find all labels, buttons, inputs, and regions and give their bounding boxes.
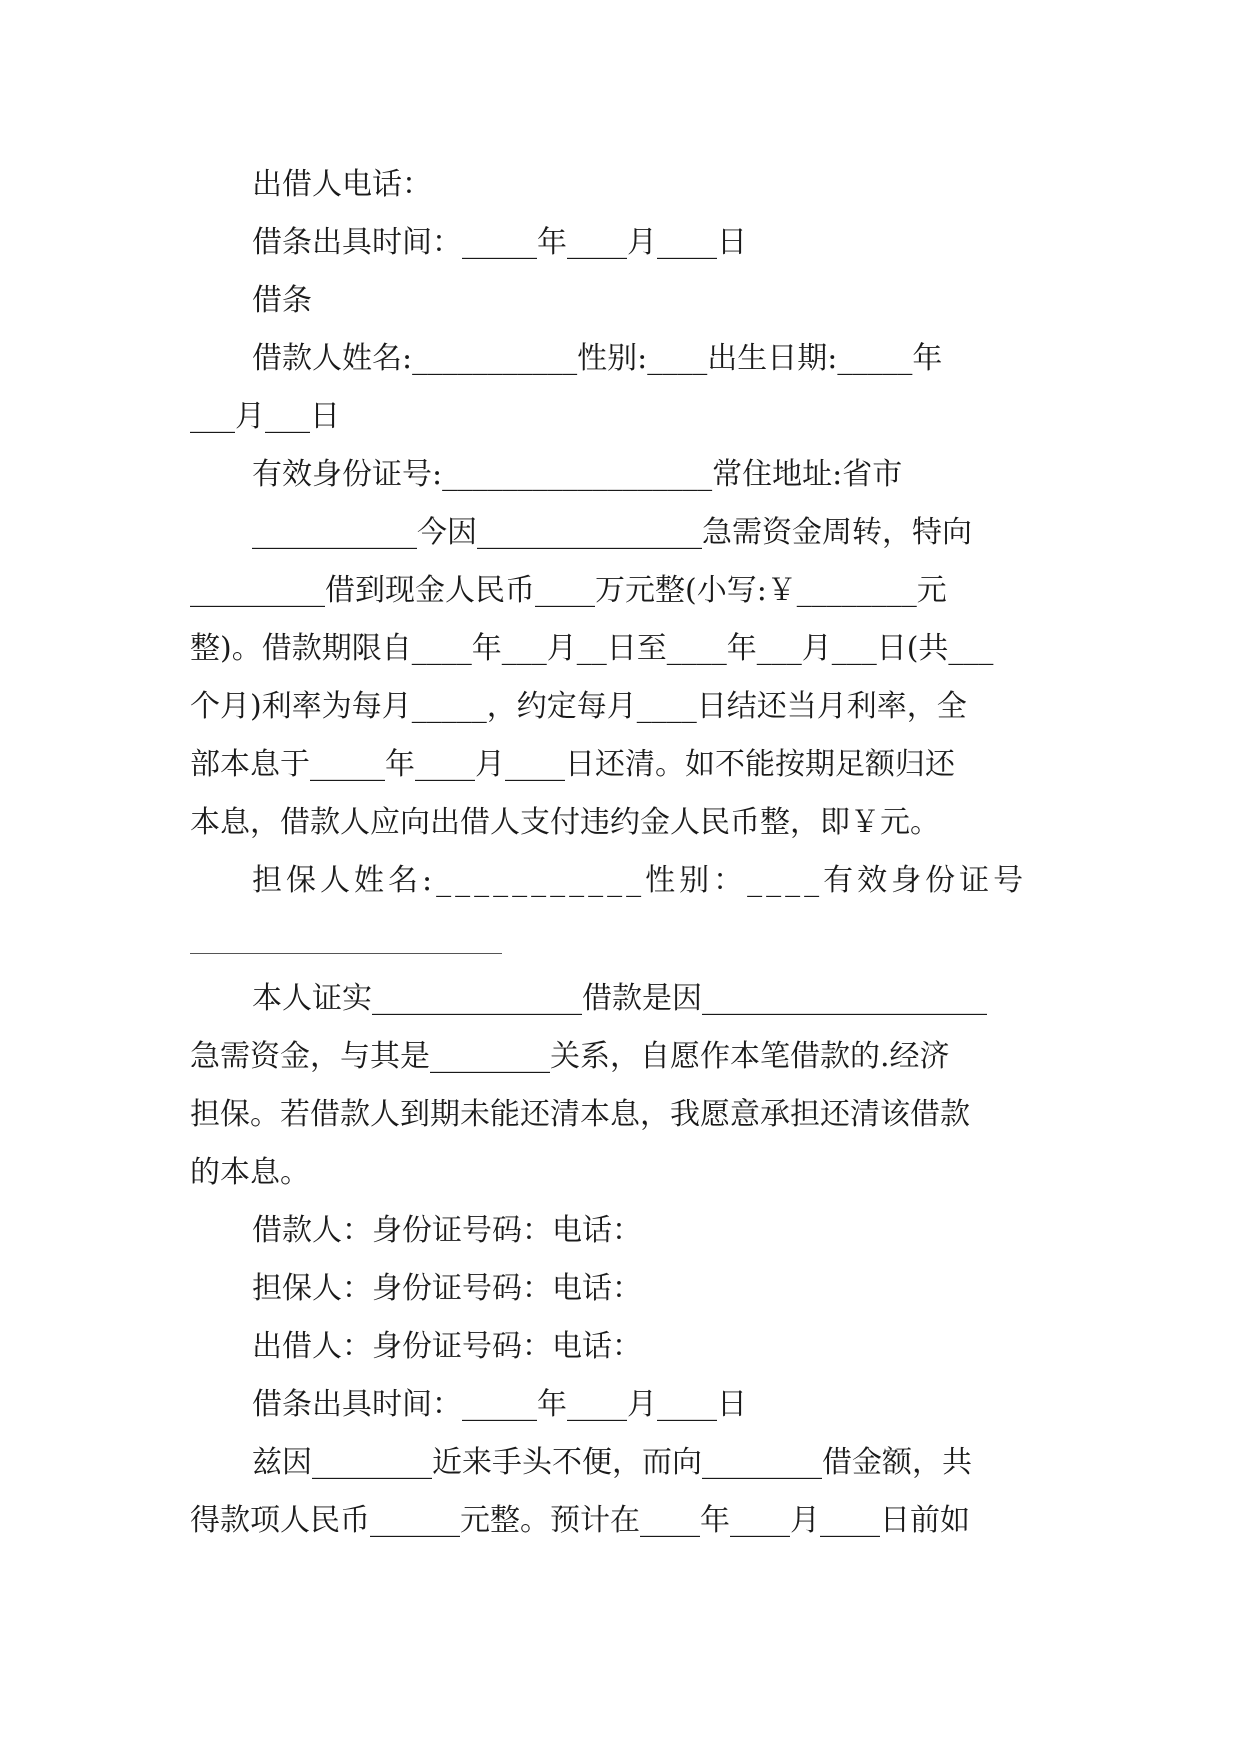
blank-underline [190, 953, 502, 954]
issue-date-line: 借条出具时间：_____年____月____日 [252, 225, 747, 260]
loan-text-line: 整)。借款期限自____年___月__日至____年___月___日(共___ [190, 631, 994, 666]
guarantor-signature-line: 担保人：身份证号码：电话： [252, 1271, 642, 1306]
section-title: 借条 [252, 283, 312, 318]
loan-text-line: 个月)利率为每月_____，约定每月____日结还当月利率，全 [190, 689, 967, 724]
lender-phone-line: 出借人电话： [252, 167, 432, 202]
loan-text-line: 部本息于_____年____月____日还清。如不能按期足额归还 [190, 747, 955, 782]
note-text-line: 兹因________近来手头不便，而向________借金额，共 [252, 1445, 972, 1480]
loan-text-line: ___________今因_______________急需资金周转，特向 [252, 515, 972, 550]
note-text-line: 得款项人民币______元整。预计在____年____月____日前如 [190, 1503, 970, 1538]
borrower-id-line: 有效身份证号:__________________常住地址:省市 [252, 457, 903, 492]
guarantee-text-line: 担保。若借款人到期未能还清本息，我愿意承担还清该借款 [190, 1097, 970, 1132]
guarantee-text-line: 的本息。 [190, 1155, 310, 1190]
borrower-birth-line: ___月___日 [190, 399, 340, 434]
guarantee-text-line: 急需资金，与其是________关系，自愿作本笔借款的.经济 [190, 1039, 950, 1074]
loan-text-line: 本息，借款人应向出借人支付违约金人民币整，即￥元。 [190, 805, 940, 840]
guarantee-text-line: 本人证实______________借款是因___________________ [252, 981, 987, 1016]
borrower-signature-line: 借款人：身份证号码：电话： [252, 1213, 642, 1248]
lender-signature-line: 出借人：身份证号码：电话： [252, 1329, 642, 1364]
loan-text-line: _________借到现金人民币____万元整(小写:￥________元 [190, 573, 947, 608]
issue-date-line: 借条出具时间：_____年____月____日 [252, 1387, 747, 1422]
borrower-info-line: 借款人姓名:___________性别:____出生日期:_____年 [252, 341, 943, 376]
guarantor-info-line: 担保人姓名:___________性别：____有效身份证号 [252, 863, 1028, 898]
